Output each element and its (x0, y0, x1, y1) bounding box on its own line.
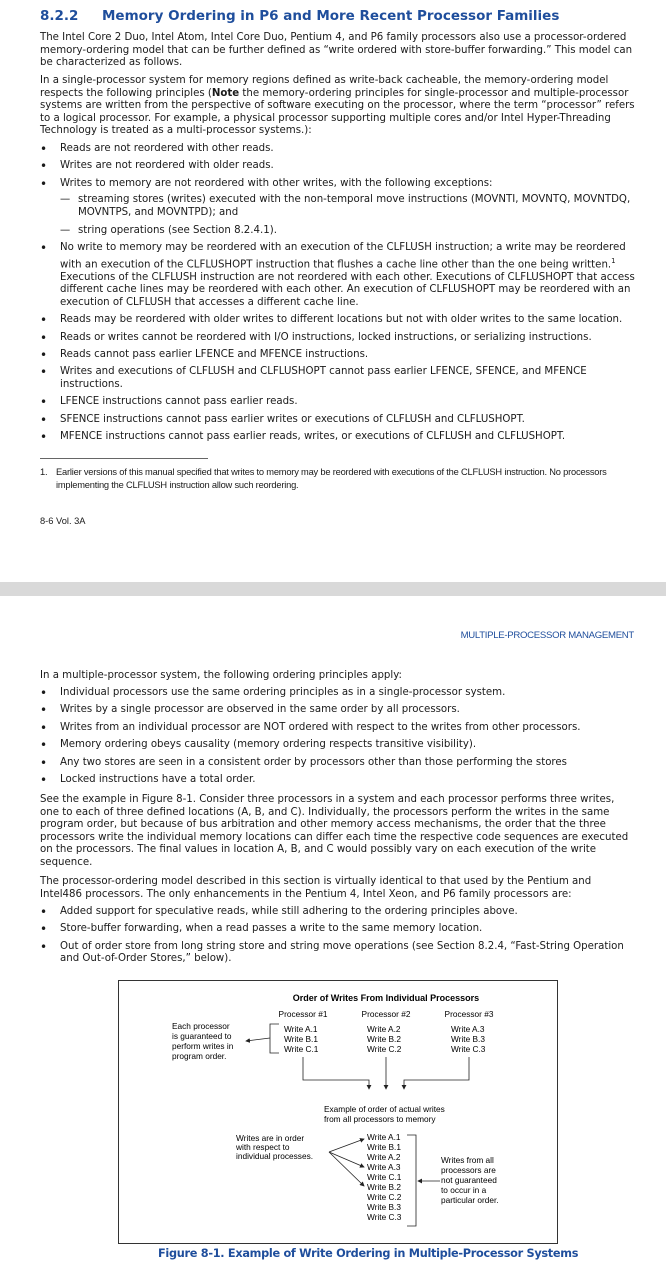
list-item-text: Executions of the CLFLUSH instruction are not reordered with each other. Executions of CLFLUSHOPT that access different cache lines may be reordered with each other. An execution of CLFLUSHOPT may be reordered with an execution of CLFLUSH that accesses a different cache line. (60, 271, 635, 308)
sub-list-item: — streaming stores (writes) executed with the non-temporal move instructions (MOVNTI, MOVNTQ, MOVNTDQ, MOVNTPS, and MOVNTPD); and (60, 194, 636, 219)
list-item: • Writes and executions of CLFLUSH and CLFLUSHOPT cannot pass earlier LFENCE, SFENCE, and MFENCE instructions. (40, 366, 636, 391)
actual-write: Write B.3 (367, 1202, 401, 1212)
list-item: • LFENCE instructions cannot pass earlier reads. (40, 396, 636, 409)
order-note: to occur in a (441, 1185, 487, 1195)
section-heading (40, 8, 559, 24)
bracket-arrow (246, 1038, 270, 1041)
program-order-note: Each processor (172, 1021, 230, 1031)
actual-write: Write A.1 (367, 1132, 401, 1142)
list-item: • MFENCE instructions cannot pass earlier reads, writes, or executions of CLFLUSH and CLFLUSHOPT. (40, 431, 636, 444)
document-page-1 (0, 0, 666, 582)
footnote-divider (40, 458, 208, 459)
figure-caption: Figure 8-1. Example of Write Ordering in Multiple-Processor Systems (158, 1247, 579, 1260)
write-label: Write A.1 (284, 1024, 318, 1034)
list-item: • SFENCE instructions cannot pass earlier writes or executions of CLFLUSH and CLFLUSHOPT. (40, 414, 636, 427)
program-order-note: program order. (172, 1051, 227, 1061)
list-item: • Locked instructions have a total order. (40, 774, 636, 787)
actual-write: Write B.1 (367, 1142, 401, 1152)
list-item: • Out of order store from long string store and string move operations (see Section 8.2.4, “Fast-String Operation and Out-of-Order Stores,” below). (40, 941, 636, 966)
in-order-note: with respect to (236, 1142, 290, 1152)
example-label: Example of order of actual writes (324, 1104, 445, 1114)
write-label: Write C.3 (451, 1044, 486, 1054)
document-page-2 (0, 596, 666, 1274)
ordering-model-paragraph: The processor-ordering model described in this section is virtually identical to that used by the Pentium and Intel486 processors. The only enhancements in the Pentium 4, Intel Xeon, and P6 family processors are: (40, 876, 592, 900)
figure-write-ordering (118, 980, 558, 1244)
exceptions-list (60, 194, 636, 237)
list-item-text: Writes to memory are not reordered with other writes, with the following exceptions: (60, 177, 493, 189)
list-item (40, 178, 636, 237)
list-item: • Added support for speculative reads, while still adhering to the ordering principles above. (40, 906, 636, 919)
list-item: • Reads or writes cannot be reordered with I/O instructions, locked instructions, or serializing instructions. (40, 332, 636, 345)
write-label: Write C.1 (284, 1044, 319, 1054)
section-number: 8.2.2 (40, 8, 79, 24)
page-separator (0, 582, 666, 596)
footnote-ref[interactable]: 1 (611, 256, 616, 265)
footnote (40, 466, 640, 491)
order-note: processors are (441, 1165, 496, 1175)
footnote-text: Earlier versions of this manual specified that writes to memory may be reordered with executions of the CLFLUSH instruction. No processors implementing the CLFLUSH instruction allow such reordering. (56, 467, 607, 490)
flow-line (303, 1057, 369, 1089)
paragraph-text: In a single-processor system for memory regions defined as write-back cacheable, the memory-ordering model respects the following principles ( (40, 75, 609, 99)
order-note: Writes from all (441, 1155, 494, 1165)
actual-order-bracket (407, 1135, 416, 1226)
list-item: • Any two stores are seen in a consistent order by processors other than those performing the stores (40, 757, 636, 770)
list-item: • Reads are not reordered with other reads. (40, 143, 636, 156)
actual-write: Write C.1 (367, 1172, 402, 1182)
page-footer: 8-6 Vol. 3A (40, 516, 86, 526)
in-order-note: Writes are in order (236, 1133, 305, 1143)
enhancements-list (40, 906, 636, 971)
diagram-title: Order of Writes From Individual Processors (292, 993, 480, 1003)
program-order-note: is guaranteed to (172, 1031, 232, 1041)
write-label: Write B.2 (367, 1034, 401, 1044)
actual-write: Write A.2 (367, 1152, 401, 1162)
processor-header: Processor #3 (444, 1009, 494, 1019)
example-label: from all processors to memory (324, 1114, 436, 1124)
list-item-text: No write to memory may be reordered with an execution of the CLFLUSH instruction; a write may be reordered with an execution of the CLFLUSHOPT instruction that flushes a cache line other than the one being written. (60, 242, 626, 271)
in-order-arrow (329, 1139, 364, 1152)
program-order-note: perform writes in (172, 1041, 234, 1051)
order-note: not guaranteed (441, 1175, 497, 1185)
write-label: Write B.1 (284, 1034, 318, 1044)
actual-write: Write A.3 (367, 1162, 401, 1172)
actual-write: Write C.2 (367, 1192, 402, 1202)
in-order-note: individual processes. (236, 1151, 314, 1161)
write-label: Write C.2 (367, 1044, 402, 1054)
paragraph-text: the memory-ordering principles for single-processor and multiple-processor systems are written from the perspective of software executing on the processor, where the term “processor” refers to a logical processor. For example, a physical processor supporting multiple cores and/or Intel Hyper-Threading Technology is treated as a multi-processor systems.): (40, 87, 635, 137)
list-item: • Reads may be reordered with older writes to different locations but not with older writes to the same location. (40, 314, 636, 327)
flow-line (404, 1057, 469, 1089)
write-label: Write A.3 (451, 1024, 485, 1034)
write-label: Write B.3 (451, 1034, 485, 1044)
write-ordering-diagram (119, 981, 557, 1243)
footnote-number: 1. (40, 467, 48, 477)
multi-processor-intro: In a multiple-processor system, the following ordering principles apply: (40, 670, 402, 681)
actual-write: Write B.2 (367, 1182, 401, 1192)
example-paragraph: See the example in Figure 8-1. Consider three processors in a system and each processor performs three writes, one to each of three defined locations (A, B, and C). Individually, the processors perform the writes in the same program order, but because of bus arbitration and other memory access mechanisms, the order that the three processors write the individual memory locations can differ each time the respective code sequences are executed on the processors. The final values in location A, B, and C would possibly vary on each execution of the write sequence. (40, 794, 629, 868)
section-title: Memory Ordering in P6 and More Recent Processor Families (102, 8, 560, 24)
processor-header: Processor #1 (278, 1009, 328, 1019)
processor1-bracket (270, 1024, 279, 1053)
sub-list-item: — string operations (see Section 8.2.4.1). (60, 225, 636, 238)
order-note: particular order. (441, 1195, 499, 1205)
single-processor-paragraph (40, 75, 636, 138)
write-label: Write A.2 (367, 1024, 401, 1034)
list-item: • Memory ordering obeys causality (memory ordering respects transitive visibility). (40, 739, 636, 752)
in-order-arrow (329, 1152, 364, 1186)
note-label: Note (211, 87, 240, 99)
mp-principles-list (40, 687, 636, 791)
list-item: • Reads cannot pass earlier LFENCE and MFENCE instructions. (40, 349, 636, 362)
list-item: • Writes are not reordered with older reads. (40, 160, 636, 173)
actual-write: Write C.3 (367, 1212, 402, 1222)
intro-paragraph: The Intel Core 2 Duo, Intel Atom, Intel Core Duo, Pentium 4, and P6 family processors also use a processor-ordered memory-ordering model that can be further defined as “write ordered with store-buffer forwarding.” This model can be characterized as follows. (40, 32, 633, 69)
list-item: • Store-buffer forwarding, when a read passes a write to the same memory location. (40, 923, 636, 936)
in-order-arrow (329, 1152, 364, 1167)
list-item: • Writes by a single processor are observed in the same order by all processors. (40, 704, 636, 717)
list-item: • Writes from an individual processor are NOT ordered with respect to the writes from other processors. (40, 722, 636, 735)
running-header: MULTIPLE-PROCESSOR MANAGEMENT (460, 630, 634, 641)
processor-header: Processor #2 (361, 1009, 411, 1019)
list-item (40, 242, 636, 309)
principles-list (40, 143, 636, 449)
list-item: • Individual processors use the same ordering principles as in a single-processor system. (40, 687, 636, 700)
